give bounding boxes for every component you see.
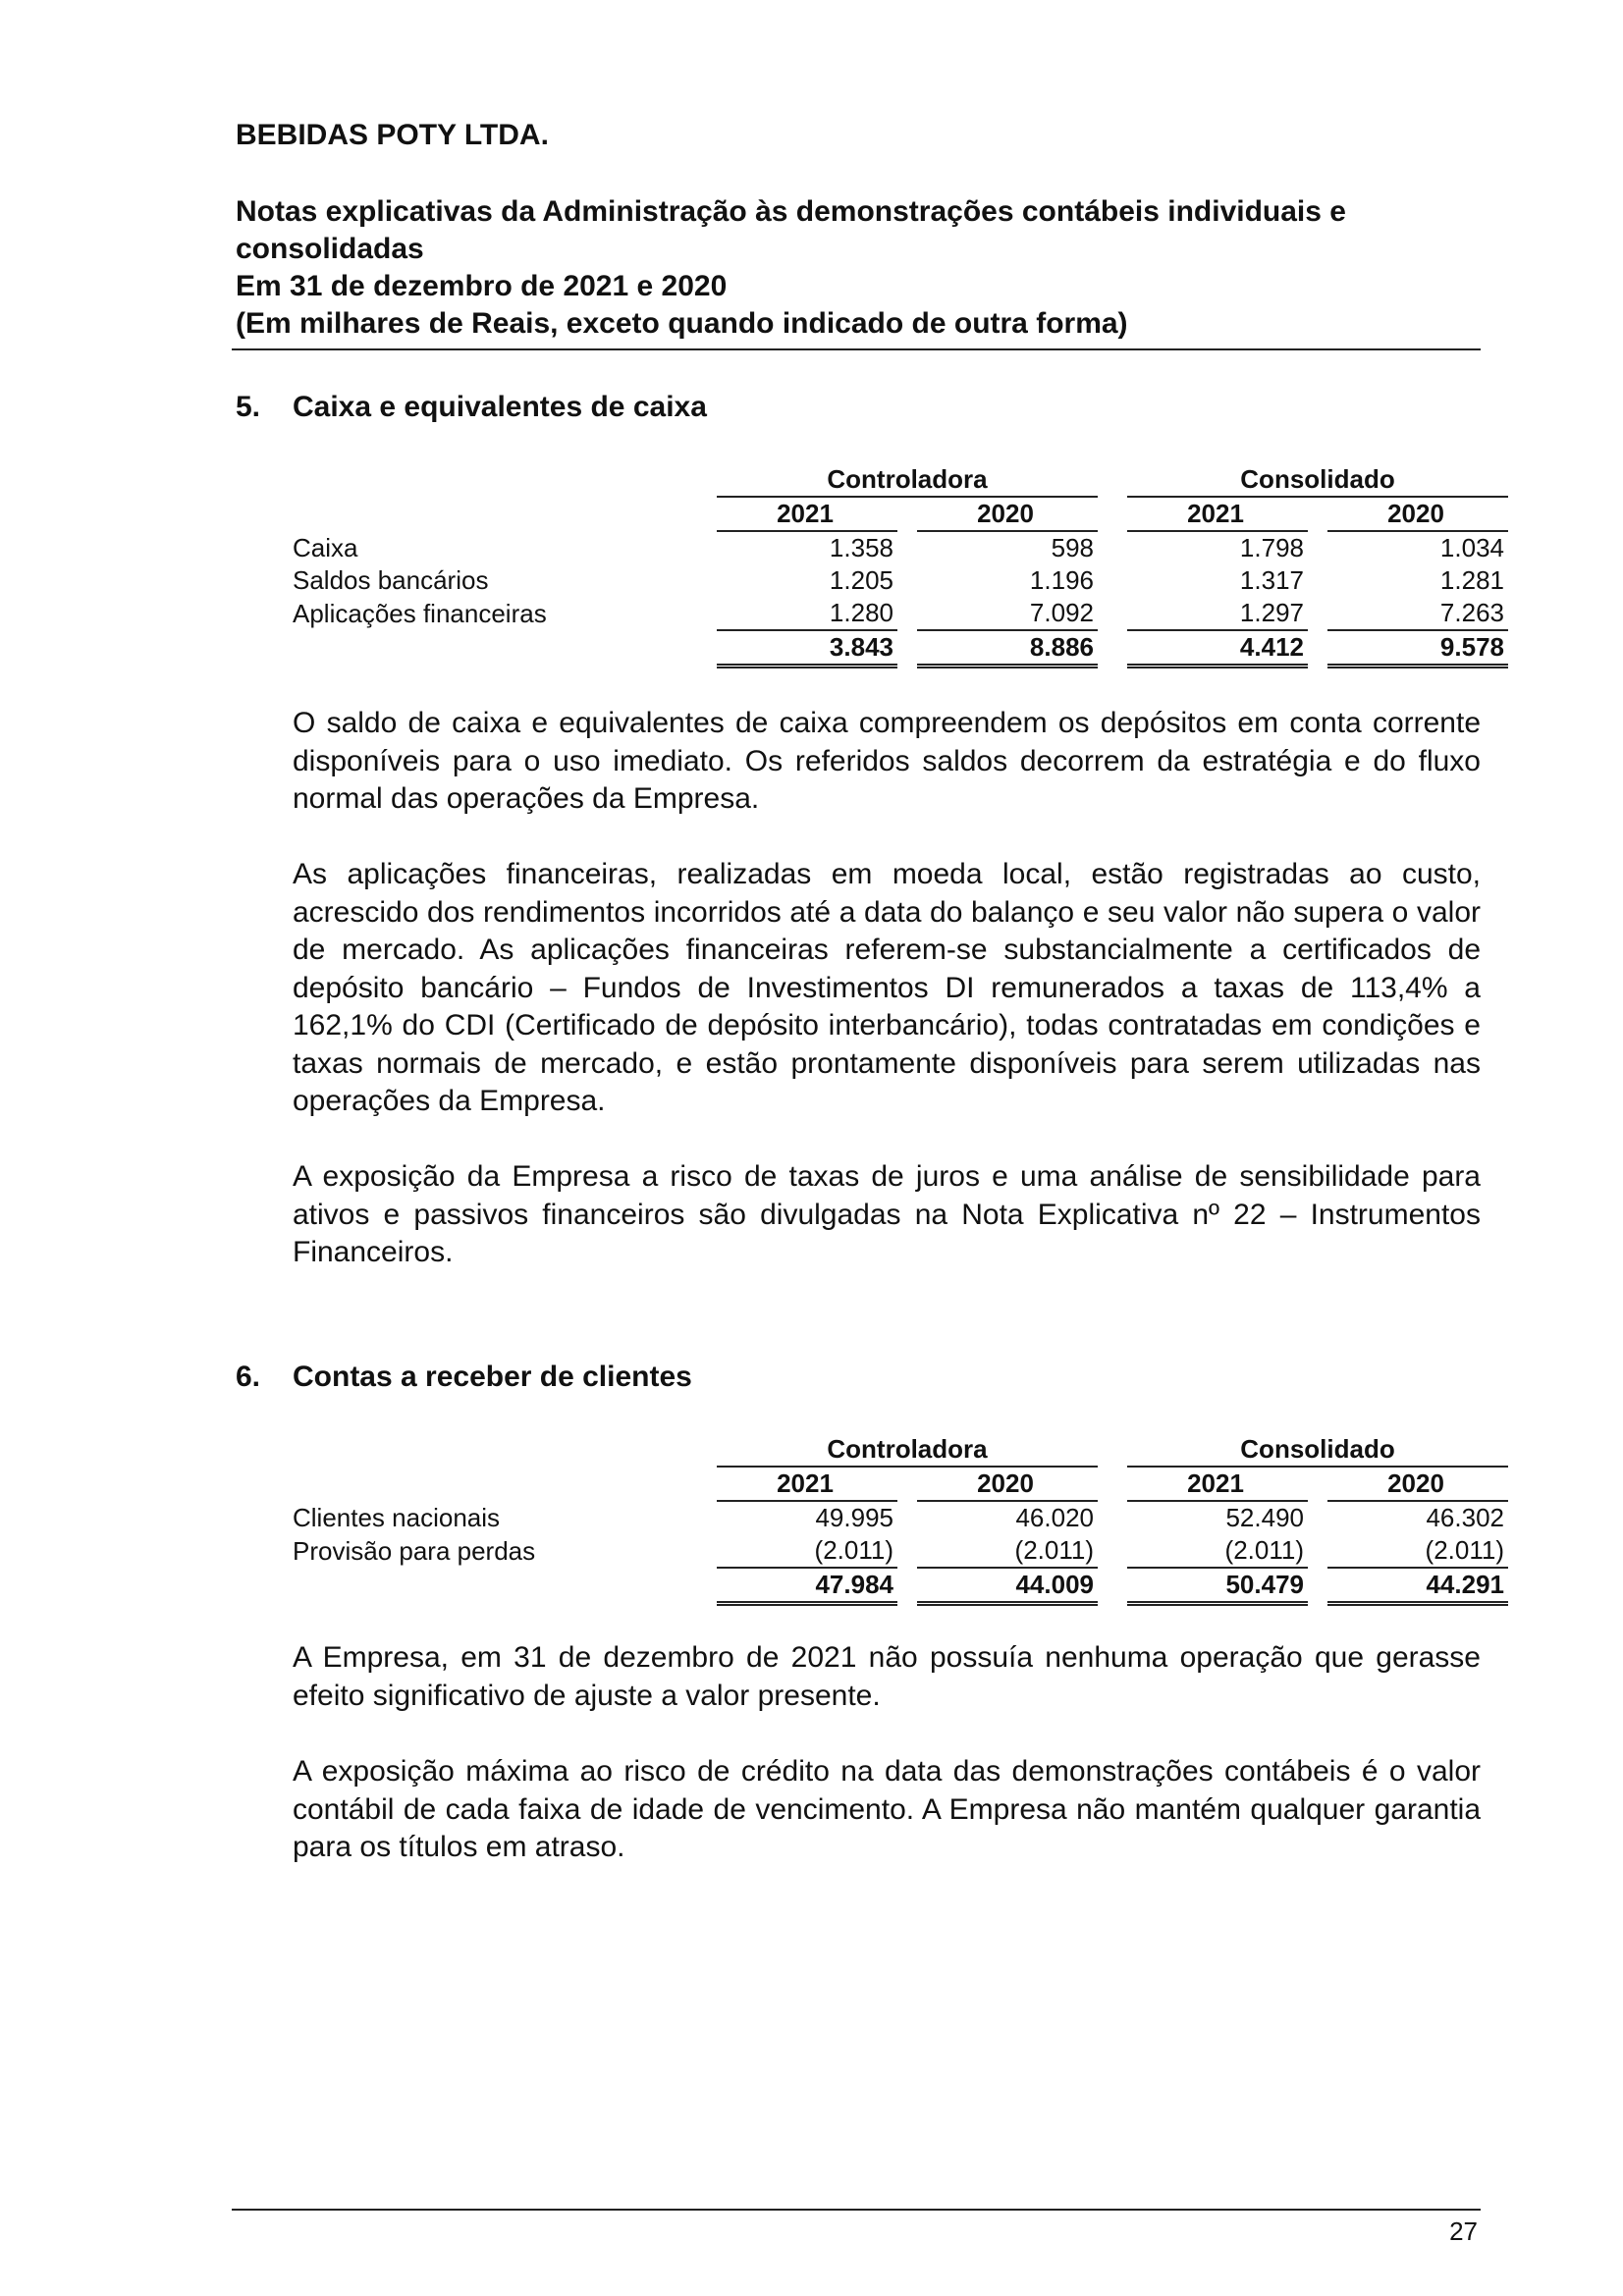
- cell-value: 598: [1051, 533, 1094, 562]
- cell-value: 1.317: [1239, 565, 1304, 595]
- page-number: 27: [1449, 2216, 1478, 2246]
- receivables-table: [293, 1433, 1508, 1606]
- cash-equivalents-table: [293, 463, 1508, 668]
- cell-value: 46.302: [1426, 1503, 1504, 1532]
- year-header: 2020: [917, 1467, 1098, 1501]
- cell-value: (2.011): [1327, 1534, 1508, 1568]
- total-value: 8.886: [917, 630, 1098, 667]
- header-divider: [232, 348, 1481, 350]
- year-header: 2020: [1327, 497, 1508, 531]
- year-header: 2021: [717, 1467, 897, 1501]
- table-row: [293, 1501, 1508, 1534]
- row-label: Caixa: [293, 532, 358, 562]
- table-year-header-row: [293, 1467, 1508, 1501]
- cell-value: 46.020: [1015, 1503, 1094, 1532]
- group-consolidado: Consolidado: [1127, 1433, 1508, 1467]
- section-5-paragraph-2: As aplicações financeiras, realizadas em moeda local, estão registradas ao custo, acrescido dos rendimentos incorridos até a data do balanço e seu valor não supera o valor de mercado. As aplicações financeiras referem-se substancialmente a certificados de depósito bancário – Fundos de Investimentos DI remunerados a taxas de 113,4% a 162,1% do CDI (Certificado de depósito interbancário), todas contratadas em condições e taxas normais de mercado, e estão prontamente disponíveis para serem utilizadas nas operações da Empresa.: [293, 858, 1481, 1117]
- cell-value: 49.995: [815, 1503, 893, 1532]
- cell-value: 52.490: [1225, 1503, 1304, 1532]
- total-value: 44.291: [1327, 1568, 1508, 1604]
- document-units-line: (Em milhares de Reais, exceto quando indicado de outra forma): [236, 307, 1128, 340]
- section-6-paragraph-2: A exposição máxima ao risco de crédito na data das demonstrações contábeis é o valor contábil de cada faixa de idade de vencimento. A Empresa não mantém qualquer garantia para os títulos em atraso.: [293, 1755, 1481, 1863]
- footer-divider: [232, 2209, 1481, 2211]
- company-name: BEBIDAS POTY LTDA.: [236, 119, 549, 151]
- cell-value: (2.011): [917, 1534, 1098, 1568]
- row-label: Provisão para perdas: [293, 1535, 536, 1566]
- year-header: 2021: [717, 497, 897, 531]
- table-group-header-row: [293, 1433, 1508, 1467]
- section-5-heading: [236, 391, 707, 424]
- table-total-row: [293, 1568, 1508, 1604]
- row-label: Aplicações financeiras: [293, 598, 547, 628]
- document-title-line-1: Notas explicativas da Administração às demonstrações contábeis individuais e: [236, 195, 1346, 228]
- table-group-header-row: [293, 463, 1508, 497]
- section-6-heading: [236, 1361, 692, 1394]
- group-controladora: Controladora: [717, 463, 1098, 497]
- section-6-paragraph-1: A Empresa, em 31 de dezembro de 2021 não possuía nenhuma operação que gerasse efeito significativo de ajuste a valor presente.: [293, 1641, 1481, 1712]
- group-controladora: Controladora: [717, 1433, 1098, 1467]
- table-total-row: [293, 630, 1508, 667]
- cell-value: 1.297: [1127, 597, 1308, 630]
- document-title-line-2: consolidadas: [236, 233, 424, 265]
- total-value: 9.578: [1327, 630, 1508, 667]
- group-consolidado: Consolidado: [1127, 463, 1508, 497]
- cell-value: 7.263: [1327, 597, 1508, 630]
- total-value: 50.479: [1127, 1568, 1308, 1604]
- cell-value: 1.358: [829, 533, 893, 562]
- cell-value: 1.280: [717, 597, 897, 630]
- year-header: 2020: [917, 497, 1098, 531]
- total-value: 47.984: [717, 1568, 897, 1604]
- table-row: [293, 531, 1508, 564]
- table-year-header-row: [293, 497, 1508, 531]
- section-6-number: 6.: [236, 1361, 261, 1393]
- table-row: [293, 564, 1508, 597]
- total-value: 4.412: [1127, 630, 1308, 667]
- row-label: Clientes nacionais: [293, 1502, 501, 1532]
- table-row: [293, 1534, 1508, 1568]
- cell-value: (2.011): [717, 1534, 897, 1568]
- section-5-number: 5.: [236, 391, 261, 423]
- cell-value: 7.092: [917, 597, 1098, 630]
- cell-value: 1.034: [1439, 533, 1504, 562]
- cell-value: (2.011): [1127, 1534, 1308, 1568]
- section-5-paragraph-3: A exposição da Empresa a risco de taxas de juros e uma análise de sensibilidade para ativos e passivos financeiros são divulgadas na Nota Explicativa nº 22 – Instrumentos Financeiros.: [293, 1160, 1481, 1268]
- section-5-title: Caixa e equivalentes de caixa: [293, 391, 707, 423]
- row-label: Saldos bancários: [293, 565, 489, 595]
- document-date-line: Em 31 de dezembro de 2021 e 2020: [236, 270, 728, 302]
- total-value: 3.843: [717, 630, 897, 667]
- table-row: [293, 597, 1508, 630]
- cell-value: 1.281: [1439, 565, 1504, 595]
- cell-value: 1.205: [829, 565, 893, 595]
- total-value: 44.009: [917, 1568, 1098, 1604]
- section-5-paragraph-1: O saldo de caixa e equivalentes de caixa compreendem os depósitos em conta corrente disponíveis para o uso imediato. Os referidos saldos decorrem da estratégia e do fluxo normal das operações da Empresa.: [293, 707, 1481, 815]
- cell-value: 1.798: [1239, 533, 1304, 562]
- cell-value: 1.196: [1029, 565, 1094, 595]
- section-6-title: Contas a receber de clientes: [293, 1361, 692, 1393]
- year-header: 2021: [1127, 497, 1308, 531]
- year-header: 2021: [1127, 1467, 1308, 1501]
- year-header: 2020: [1327, 1467, 1508, 1501]
